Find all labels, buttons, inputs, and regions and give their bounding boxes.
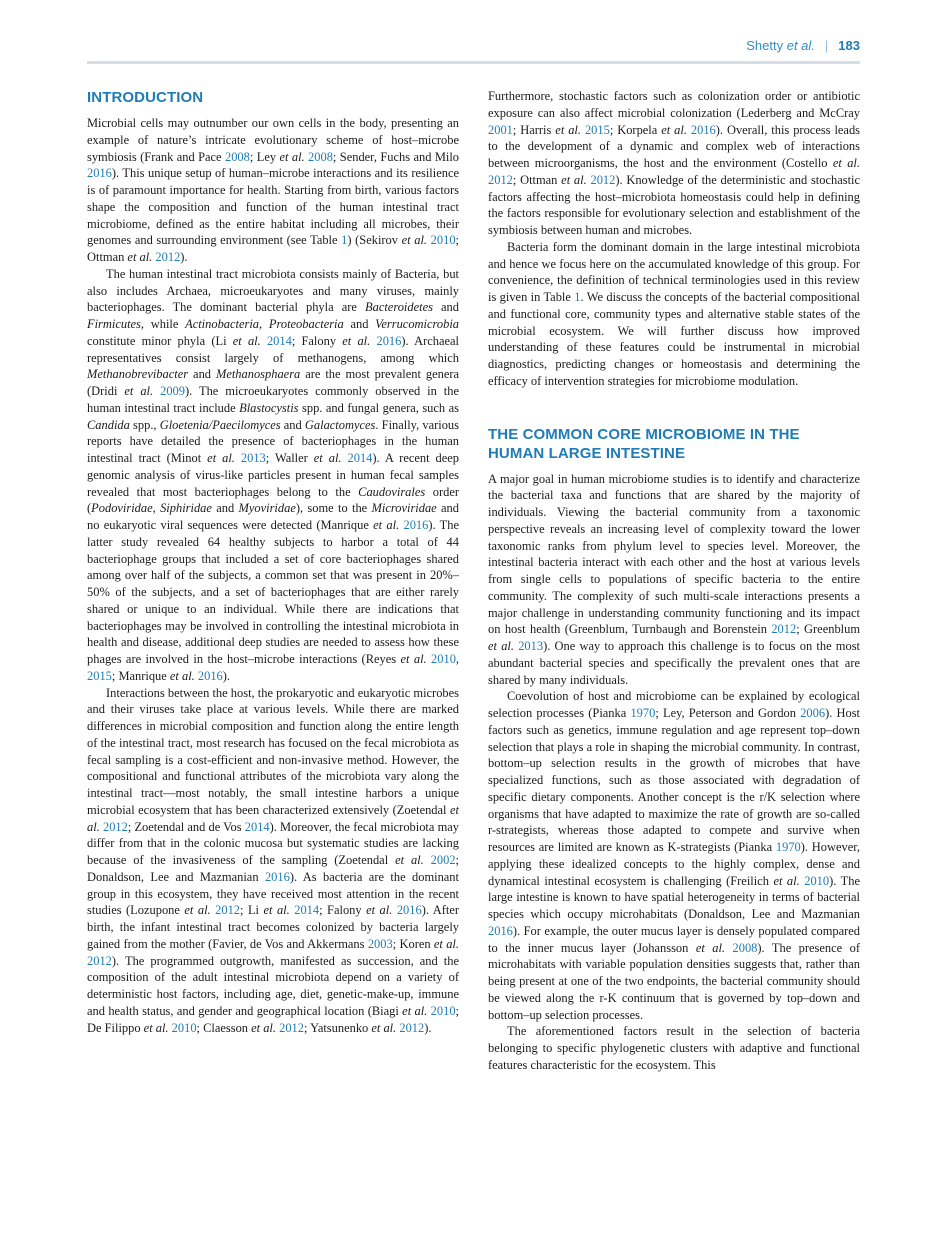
italic-text: et al. <box>401 233 428 248</box>
italic-text: et al. <box>87 802 459 834</box>
italic-text: et al. <box>124 384 154 398</box>
text-run: ). The presence of microhabitats with variable population densities suggests that, rather than being present at one of the two endpoints, the bacterial community should be viewed along the r-K continuum that is governed by top–down and bottom–up selection processes. <box>488 940 861 1022</box>
citation-link[interactable]: 2014 <box>294 903 320 918</box>
citation-link[interactable]: 2012 <box>155 250 181 264</box>
running-head-author: Shetty <box>746 38 784 53</box>
text-run: ; Sender, Fuchs and Milo <box>332 149 460 164</box>
text-run: order ( <box>87 484 460 516</box>
citation-link[interactable]: 2002 <box>430 853 456 867</box>
citation-link[interactable]: 2012 <box>488 172 513 187</box>
body-paragraph <box>488 239 860 390</box>
text-run: ; Greenblum <box>796 622 861 637</box>
text-run: ) (Sekirov <box>347 233 402 248</box>
citation-link[interactable]: 2013 <box>240 451 266 465</box>
text-run: , while <box>140 317 186 331</box>
text-run: ). Host factors such as genetics, immune regulation and age represent top–down selection that plays a role in shaping the microbial community. In contrast, bottom–up selection results in the growth of microbes that have specialized functions, such as those associated with degradation of specific dietary components. Another concept is the r/K selection where organisms that have adapted to maximize the rate of growth are so-called r-strategists, whereas those adapted to compete and survive when resources are limited are known as K-strategists (Pianka <box>488 706 861 854</box>
header-rule <box>87 61 860 64</box>
body-paragraph <box>87 685 459 1037</box>
text-run: The aforementioned factors result in the selection of bacteria belonging to specific phylogenetic clusters with adaptive and functional features characteristic for the ecosystem. This <box>488 1024 860 1072</box>
text-run: ; Ley, Peterson and Gordon <box>655 706 801 720</box>
text-run: and <box>211 501 239 516</box>
italic-text: et al. <box>488 639 514 653</box>
italic-text: et al. <box>373 518 400 532</box>
italic-text: et al. <box>184 903 211 918</box>
text-run: ). As bacteria are the dominant group in this ecosystem, they have received most attention in the recent studies (Lozupone <box>87 869 459 918</box>
text-run: and no eukaryotic viral sequences were detected (Manrique <box>87 501 459 532</box>
citation-link[interactable]: 2012 <box>279 1020 304 1035</box>
citation-link[interactable]: 2016 <box>87 166 112 181</box>
text-run: A major goal in human microbiome studies is to identify and characterize the bacterial taxa and functions that are shared by the majority of individuals. Viewing the bacterial community from a taxonomic perspective reveals an increasing level of complexity toward the lower taxonomic ranks from phylum level to species level. Moreover, the intestinal bacteria interact with each other and the host at various levels from single cells to populations of specific bacteria to the entire community. The complexity of such multi-scale interactions presents a major challenge in understanding community functioning and its impact on host health (Greenblum, Turnbaugh and Borenstein <box>488 471 860 637</box>
body-paragraph <box>488 1023 860 1073</box>
text-run: and <box>280 417 305 432</box>
citation-link[interactable]: 2016 <box>488 923 513 938</box>
text-run <box>725 941 732 955</box>
italic-text: et al. <box>773 873 800 888</box>
running-head-separator: | <box>824 38 829 53</box>
text-run: ; Koren <box>392 936 434 951</box>
italic-text: Microviridae <box>371 501 437 516</box>
text-run: . Finally, various reports have detailed the presence of bacteriophages in the human intestinal tract (Minot <box>87 417 459 465</box>
text-run: ; Ley <box>249 149 280 164</box>
italic-text: et al. <box>279 149 305 164</box>
citation-link[interactable]: 2003 <box>367 936 393 951</box>
italic-text: Proteobacteria <box>268 317 344 331</box>
text-run: ). After birth, the infant intestinal tract becomes colonized by bacteria largely gained from the mother (Favier, de Vos and Akkermans <box>87 903 459 951</box>
citation-link[interactable]: 2012 <box>590 172 616 187</box>
text-run: Coevolution of host and microbiome can be explained by ecological selection processes (Pianka <box>488 689 860 720</box>
italic-text: et al. <box>366 903 393 918</box>
text-run: ; Ottman <box>512 172 562 187</box>
text-run: ). Knowledge of the deterministic and stochastic factors affecting the host–microbiota homeostasis could help in defining the factors responsible for evolutionary selection and establishment of the symbiosis between human and microbes. <box>488 172 861 237</box>
body-paragraph <box>87 115 459 266</box>
citation-link[interactable]: 2012 <box>102 819 128 834</box>
italic-text: et al. <box>313 451 342 465</box>
italic-text: et al. <box>263 903 290 918</box>
citation-link[interactable]: 2010 <box>430 1003 456 1018</box>
text-run: Interactions between the host, the prokaryotic and eukaryotic microbes and their viruses take place at various levels. While there are marked differences in microbial composition and function along the entire length of the intestinal tract, most research has focused on the fecal microbiota as fecal sampling is a cost-efficient and non-invasive method. However, the compositional and functional attributes of the microbiota vary along the intestinal tract—most notably, the small intestine harbors a unique microbial ecosystem that has been characterized extensively (Zoetendal <box>87 685 459 817</box>
italic-text: et al. <box>561 172 587 187</box>
citation-link[interactable]: 1970 <box>630 706 656 720</box>
text-run: and <box>343 317 376 331</box>
italic-text: et al. <box>251 1020 276 1035</box>
citation-link[interactable]: 2009 <box>160 384 185 398</box>
italic-text: et al. <box>169 668 195 683</box>
italic-text: et al. <box>832 156 860 170</box>
text-run: ; Ottman <box>87 233 459 264</box>
text-run: ; Waller <box>265 451 314 465</box>
citation-link[interactable]: 2014 <box>266 333 292 348</box>
citation-link[interactable]: 2016 <box>396 903 422 918</box>
text-run: ; Yatsunenko <box>303 1020 372 1035</box>
citation-link[interactable]: 2012 <box>87 953 112 968</box>
text-run: ; Korpela <box>609 122 662 137</box>
body-paragraph <box>488 688 860 1023</box>
italic-text: Myoviridae <box>238 501 296 516</box>
text-run: ). The latter study revealed 64 healthy subjects to harbor a total of 44 bacteriophage groups that included a set of core bacteriophages shared among over half of the subjects, a common set that was present in 20%–50% of the subjects, and a set of bacteriophages that are either rarely shared or unique to an individual. While there are indications that bacteriophages may be involved in controlling the intestinal microbiota in health and disease, additional deep studies are needed to assess how these phages are involved in the host–microbe interactions (Reyes <box>87 518 459 666</box>
italic-text: et al. <box>395 853 424 867</box>
italic-text: Blastocystis <box>239 400 299 415</box>
text-run: ; Harris <box>512 122 556 137</box>
citation-link[interactable]: 2010 <box>171 1020 197 1035</box>
text-run: ), some to the <box>295 501 372 516</box>
text-run: Bacteria form the dominant domain in the large intestinal microbiota and hence we focus here on the accumulated knowledge of this group. For convenience, the definition of technical terminologies used in this review is given in Table <box>488 239 860 304</box>
text-run: , <box>259 317 269 331</box>
citation-link[interactable]: 2008 <box>308 149 333 164</box>
italic-text: et al. <box>371 1020 397 1035</box>
citation-link[interactable]: 2016 <box>376 333 402 348</box>
citation-link[interactable]: 2008 <box>732 940 758 955</box>
italic-text: et al. <box>555 122 581 137</box>
text-run: Microbial cells may outnumber our own cells in the body, presenting an example of nature’s intricate evolutionary scheme of host–microbe symbiosis (Frank and Pace <box>87 116 459 164</box>
running-head <box>746 38 860 53</box>
citation-link[interactable]: 2010 <box>804 873 830 888</box>
citation-link[interactable]: 1970 <box>775 840 801 854</box>
citation-link[interactable]: 1 <box>341 233 348 248</box>
text-run: ). <box>222 668 231 683</box>
italic-text: et al. <box>143 1020 169 1035</box>
italic-text: Methanobrevibacter <box>87 367 189 382</box>
text-run: ; Falony <box>291 333 343 348</box>
text-run: ; De Filippo <box>87 1003 460 1035</box>
body-paragraph <box>488 471 860 689</box>
citation-link[interactable]: 2010 <box>430 233 456 248</box>
citation-link[interactable]: 2006 <box>800 706 826 720</box>
citation-link[interactable]: 2014 <box>347 451 373 465</box>
citation-link[interactable]: 2012 <box>215 903 241 918</box>
text-run: ). However, applying these idealized concepts to the highly complex, dense and dynamical intestinal ecosystem is challenging (Freilich <box>488 840 860 888</box>
text-run: ). For example, the outer mucus layer is densely populated compared to the inner mucus layer (Johansson <box>488 923 860 955</box>
text-run: ). Overall, this process leads to the development of a dynamic and complex web of interactions between microorganisms, the host and the environment (Costello <box>488 122 861 170</box>
citation-link[interactable]: 2016 <box>197 668 223 683</box>
running-head-etal: et al. <box>786 38 815 53</box>
text-run: ). A recent deep genomic analysis of virus-like particles present in human fecal samples revealed that most bacteriophages belong to the <box>87 451 460 499</box>
italic-text: Verrucomicrobia <box>375 317 459 331</box>
left-column <box>87 88 459 1036</box>
citation-link[interactable]: 2015 <box>584 122 610 137</box>
body-paragraph <box>87 266 459 685</box>
italic-text: Methanosphaera <box>215 367 301 382</box>
italic-text: et al. <box>695 940 726 955</box>
page-number: 183 <box>838 38 860 53</box>
italic-text: Actinobacteria <box>185 317 260 331</box>
citation-link[interactable]: 2014 <box>244 819 270 834</box>
italic-text: Candida <box>87 417 130 432</box>
text-run: spp. and fungal genera, such as <box>298 400 459 415</box>
text-run: constitute minor phyla (Li <box>87 333 233 348</box>
text-run: spp., <box>129 417 160 432</box>
section-heading-introduction: INTRODUCTION <box>87 89 204 106</box>
text-run <box>424 853 431 867</box>
text-run: ). One way to approach this challenge is to focus on the most abundant bacterial species and specifically the prevalent ones that are shared by many individuals. <box>488 639 860 687</box>
italic-text: et al. <box>400 652 427 666</box>
italic-text: et al. <box>661 122 687 137</box>
text-run: ; Zoetendal and de Vos <box>127 819 245 834</box>
text-run: and <box>432 300 459 315</box>
text-run: and <box>188 367 216 382</box>
citation-link[interactable]: 2013 <box>518 639 544 653</box>
italic-text: Siphiridae <box>160 501 212 516</box>
text-run: . We discuss the concepts of the bacterial compositional and functional core, community types and alternative stable states of the microbial ecosystem. We will further discuss how improved understanding of these features could be instrumental in microbial diagnostics, predicting changes or homeostasis and determining the efficacy of intervention strategies for microbiome modulation. <box>488 290 860 388</box>
italic-text: Bacteroidetes <box>365 300 433 315</box>
section-heading-core-microbiome: THE COMMON CORE MICROBIOME IN THE HUMAN LARGE INTESTINE <box>488 425 800 462</box>
italic-text: et al. <box>207 451 235 465</box>
citation-link[interactable]: 2015 <box>87 668 112 683</box>
citation-link[interactable]: 2016 <box>264 869 290 884</box>
citation-link[interactable]: 2010 <box>431 652 456 666</box>
citation-link[interactable]: 1 <box>574 290 581 304</box>
text-run: ; Falony <box>319 903 367 918</box>
text-run: ). This unique setup of human–microbe interactions and its resilience is of paramount importance for health. Starting from birth, various factors shape the composition and function of the human intestinal tract microbiome, defined as the entire habitat including all microbes, their genomes and surrounding environment (see Table <box>87 166 459 248</box>
italic-text: et al. <box>127 250 153 264</box>
italic-text: et al. <box>232 333 261 348</box>
text-run: ). The programmed outgrowth, manifested as succession, and the composition of the adult intestinal microbiota depend on a variety of deterministic host factors, including age, diet, genetic-make-up, immune and health status, and gender and geographical location (Biagi <box>87 953 459 1018</box>
text-run: ; Manrique <box>111 668 170 683</box>
text-run: ; Donaldson, Lee and Mazmanian <box>87 853 460 884</box>
text-run: Furthermore, stochastic factors such as colonization order or antibiotic exposure can also affect microbial colonization (Lederberg and McCray <box>488 89 860 120</box>
text-run: ; Claesson <box>196 1020 252 1035</box>
italic-text: Gloetenia/Paecilomyces <box>159 417 281 432</box>
text-run: ). The large intestine is known to have spatial heterogeneity in terms of bacterial species which occupy microhabitats (Donaldson, Lee and Mazmanian <box>488 873 860 921</box>
right-column <box>488 88 860 1074</box>
citation-link[interactable]: 2012 <box>399 1020 425 1035</box>
citation-link[interactable]: 2001 <box>488 122 513 137</box>
italic-text: et al. <box>433 936 459 951</box>
text-run: ). Archaeal representatives consist largely of methanogens, among which <box>87 333 460 365</box>
citation-link[interactable]: 2016 <box>690 122 716 137</box>
text-run: ). <box>180 250 188 264</box>
text-run: ). Moreover, the fecal microbiota may differ from that in the colonic mucosa but systematic studies are lacking because of the invasiveness of the sampling (Zoetendal <box>87 819 459 867</box>
citation-link[interactable]: 2016 <box>403 518 429 532</box>
italic-text: Caudovirales <box>358 484 426 499</box>
text-run: , <box>455 652 460 666</box>
text-run: The human intestinal tract microbiota consists mainly of Bacteria, but also includes Archaea, microeukaryotes and many viruses, mainly bacteriophages. The dominant bacterial phyla are <box>87 266 459 315</box>
text-run: ). <box>424 1020 432 1035</box>
text-run: , <box>152 501 161 516</box>
citation-link[interactable]: 2012 <box>771 622 797 637</box>
text-run: are the most prevalent genera (Dridi <box>87 367 459 398</box>
text-run: ; Li <box>240 903 264 918</box>
italic-text: Firmicutes <box>87 317 141 331</box>
italic-text: et al. <box>402 1003 428 1018</box>
italic-text: Galactomyces <box>304 417 376 432</box>
italic-text: et al. <box>342 333 371 348</box>
body-paragraph <box>488 88 860 239</box>
text-run: ). The microeukaryotes commonly observed in the human intestinal tract include <box>87 384 460 415</box>
citation-link[interactable]: 2008 <box>224 149 250 164</box>
italic-text: Podoviridae <box>91 501 153 516</box>
